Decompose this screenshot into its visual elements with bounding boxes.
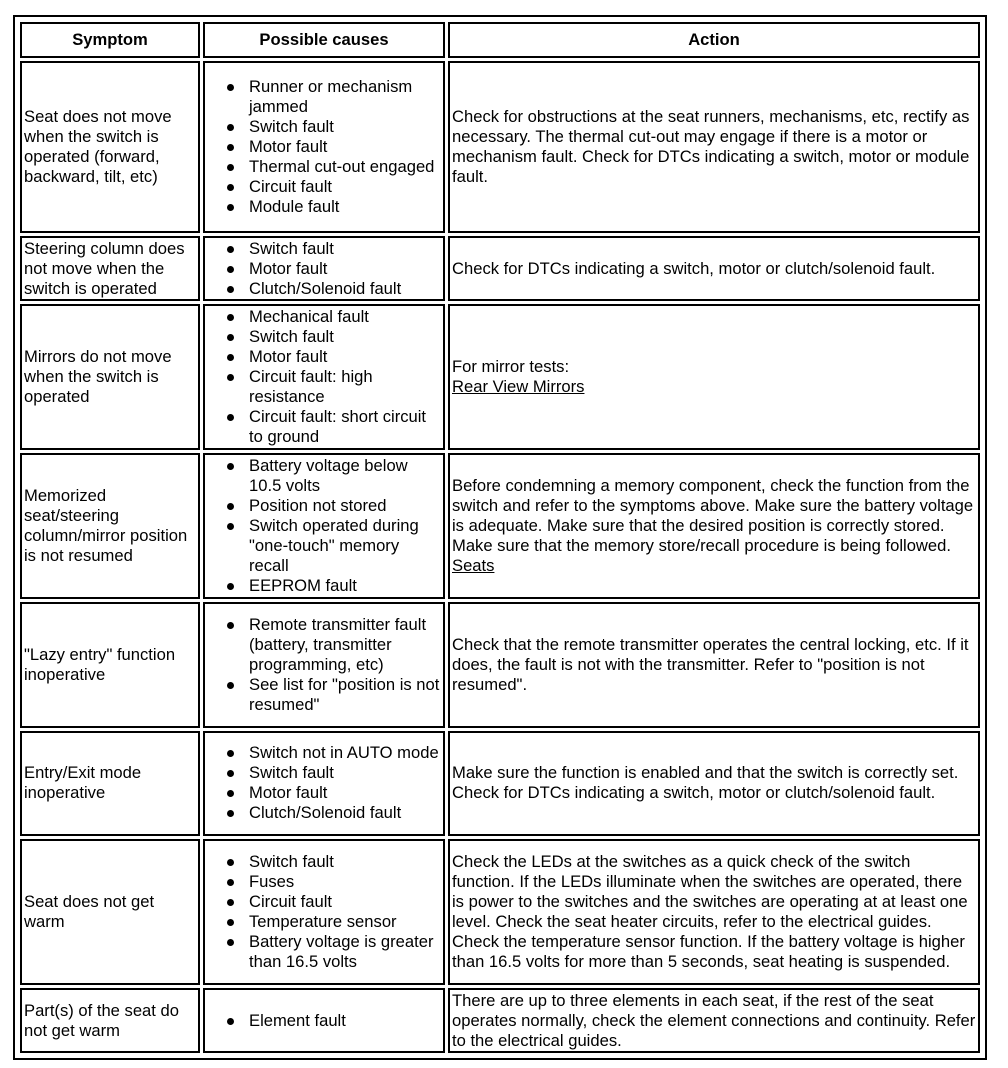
header-action: Action [448,22,980,58]
table-row [20,61,980,233]
diagnostic-table-frame [13,15,987,1060]
causes-cell [203,61,445,233]
cause-item: Element fault [249,1011,441,1031]
cause-item: Temperature sensor [249,912,441,932]
action-cell [448,304,980,450]
cause-item: Clutch/Solenoid fault [249,279,441,299]
cause-item: Switch fault [249,117,441,137]
cause-item: Switch fault [249,239,441,259]
causes-list [207,743,441,823]
cause-item: Thermal cut-out engaged [249,157,441,177]
symptom-cell: "Lazy entry" function inoperative [20,602,200,728]
seats-link[interactable]: Seats [452,556,495,576]
cause-item: Battery voltage below 10.5 volts [249,456,441,496]
cause-item: Switch not in AUTO mode [249,743,441,763]
cause-item: Motor fault [249,137,441,157]
cause-item: Mechanical fault [249,307,441,327]
action-cell: Check the LEDs at the switches as a quick check of the switch function. If the LEDs illuminate when the switches are operated, there is power to the switches and the switches are operating at at least one level. Check the seat heater circuits, refer to the electrical guides. Check the temperature sensor function. If the battery voltage is higher than 16.5 volts for more than 5 seconds, seat heating is suspended. [448,839,980,985]
action-cell: Check that the remote transmitter operates the central locking, etc. If it does, the fault is not with the transmitter. Refer to "position is not resumed". [448,602,980,728]
causes-cell [203,453,445,599]
symptom-cell: Memorized seat/steering column/mirror position is not resumed [20,453,200,599]
causes-list [207,852,441,972]
cause-item: Circuit fault: short circuit to ground [249,407,441,447]
causes-cell [203,731,445,836]
action-cell [448,453,980,599]
cause-item: Switch fault [249,763,441,783]
cause-item: Circuit fault [249,177,441,197]
action-cell: There are up to three elements in each seat, if the rest of the seat operates normally, check the element connections and continuity. Refer to the electrical guides. [448,988,980,1053]
table-row [20,602,980,728]
table-row [20,839,980,985]
symptom-cell: Steering column does not move when the switch is operated [20,236,200,301]
rear-view-mirrors-link[interactable]: Rear View Mirrors [452,377,585,397]
causes-list [207,1011,441,1031]
cause-item: Circuit fault: high resistance [249,367,441,407]
table-row [20,304,980,450]
cause-item: Position not stored [249,496,441,516]
action-cell: Check for DTCs indicating a switch, motor or clutch/solenoid fault. [448,236,980,301]
action-cell: Check for obstructions at the seat runners, mechanisms, etc, rectify as necessary. The thermal cut-out may engage if there is a motor or mechanism fault. Check for DTCs indicating a switch, motor or module fault. [448,61,980,233]
symptom-cell: Part(s) of the seat do not get warm [20,988,200,1053]
cause-item: Motor fault [249,259,441,279]
symptom-cell: Seat does not get warm [20,839,200,985]
causes-list [207,239,441,299]
causes-list [207,307,441,447]
causes-cell [203,304,445,450]
action-text: For mirror tests: [452,357,570,377]
cause-item: Switch operated during "one-touch" memory recall [249,516,441,576]
cause-item: Remote transmitter fault (battery, transmitter programming, etc) [249,615,441,675]
causes-cell [203,602,445,728]
causes-cell [203,988,445,1053]
table-row [20,236,980,301]
causes-list [207,456,441,596]
action-cell: Make sure the function is enabled and that the switch is correctly set. Check for DTCs indicating a switch, motor or clutch/solenoid fault. [448,731,980,836]
header-symptom: Symptom [20,22,200,58]
cause-item: Switch fault [249,852,441,872]
cause-item: Clutch/Solenoid fault [249,803,441,823]
symptom-cell: Mirrors do not move when the switch is operated [20,304,200,450]
header-possible-causes: Possible causes [203,22,445,58]
causes-cell [203,839,445,985]
cause-item: Runner or mechanism jammed [249,77,441,117]
cause-item: Motor fault [249,347,441,367]
symptom-cell: Seat does not move when the switch is operated (forward, backward, tilt, etc) [20,61,200,233]
diagnostic-table [17,19,983,1056]
cause-item: Circuit fault [249,892,441,912]
cause-item: EEPROM fault [249,576,441,596]
header-row [20,22,980,58]
cause-item: Fuses [249,872,441,892]
causes-list [207,615,441,715]
causes-cell [203,236,445,301]
symptom-cell: Entry/Exit mode inoperative [20,731,200,836]
causes-list [207,77,441,217]
table-row [20,988,980,1053]
table-row [20,453,980,599]
cause-item: Switch fault [249,327,441,347]
cause-item: Motor fault [249,783,441,803]
cause-item: Module fault [249,197,441,217]
table-row [20,731,980,836]
cause-item: See list for "position is not resumed" [249,674,440,714]
cause-item: Battery voltage is greater than 16.5 volts [249,932,441,972]
action-text: Before condemning a memory component, check the function from the switch and refer to the symptoms above. Make sure the battery voltage is adequate. Make sure that the desired position is correctly stored. Make sure that the memory store/recall procedure is being followed. [452,476,974,556]
